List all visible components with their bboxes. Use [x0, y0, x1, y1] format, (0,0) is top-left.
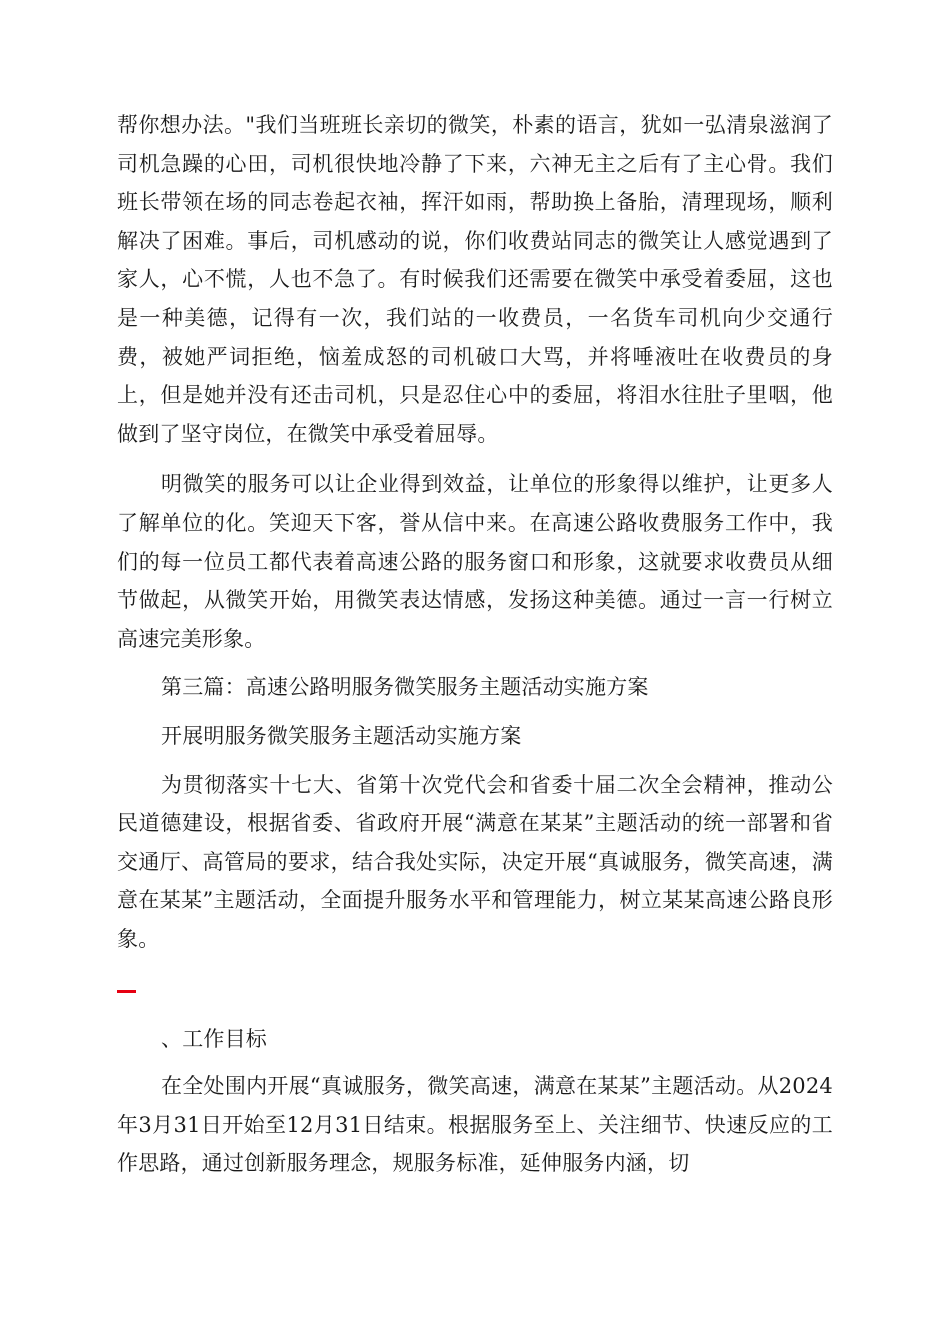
heading-work-goals: 、工作目标	[161, 1027, 267, 1052]
red-dash-mark	[117, 990, 136, 993]
document-page	[117, 106, 833, 1183]
paragraph-continuation: 帮你想办法。"我们当班班长亲切的微笑，朴素的语言，犹如一弘清泉滋润了司机急躁的心田，司机很快地冷静了下来，六神无主之后有了主心骨。我们班长带领在场的同志卷起衣袖，挥汗如雨，帮助换上备胎，清理现场，顺利解决了困难。事后，司机感动的说，你们收费站同志的微笑让人感觉遇到了家人，心不慌，人也不急了。有时候我们还需要在微笑中承受着委屈，这也是一种美德，记得有一次，我们站的一收费员，一名货车司机向少交通行费，被她严词拒绝，恼羞成怒的司机破口大骂，并将唾液吐在收费员的身上，但是她并没有还击司机，只是忍住心中的委屈，将泪水往肚子里咽，他做到了坚守岗位，在微笑中承受着屈辱。	[117, 113, 833, 446]
paragraph-smile-service: 明微笑的服务可以让企业得到效益，让单位的形象得以维护，让更多人了解单位的化。笑迎天下客，誉从信中来。在高速公路收费服务工作中，我们的每一位员工都代表着高速公路的服务窗口和形象，这就要求收费员从细节做起，从微笑开始，用微笑表达情感，发扬这种美德。通过一言一行树立高速完美形象。	[117, 472, 833, 651]
plan-title: 开展明服务微笑服务主题活动实施方案	[161, 723, 522, 748]
paragraph-work-goals: 在全处围内开展“真诚服务，微笑高速，满意在某某”主题活动。从2024年3月31日开始至12月31日结束。根据服务至上、关注细节、快速反应的工作思路，通过创新服务理念，规服务标准，延伸服务内涵，切	[117, 1074, 833, 1176]
section-heading-part-three: 第三篇：高速公路明服务微笑服务主题活动实施方案	[161, 675, 649, 700]
paragraph-background: 为贯彻落实十七大、省第十次党代会和省委十届二次全会精神，推动公民道德建设，根据省委、省政府开展“满意在某某”主题活动的统一部署和省交通厅、高管局的要求，结合我处实际，决定开展“真诚服务，微笑高速，满意在某某”主题活动，全面提升服务水平和管理能力，树立某某高速公路良形象。	[117, 772, 833, 951]
